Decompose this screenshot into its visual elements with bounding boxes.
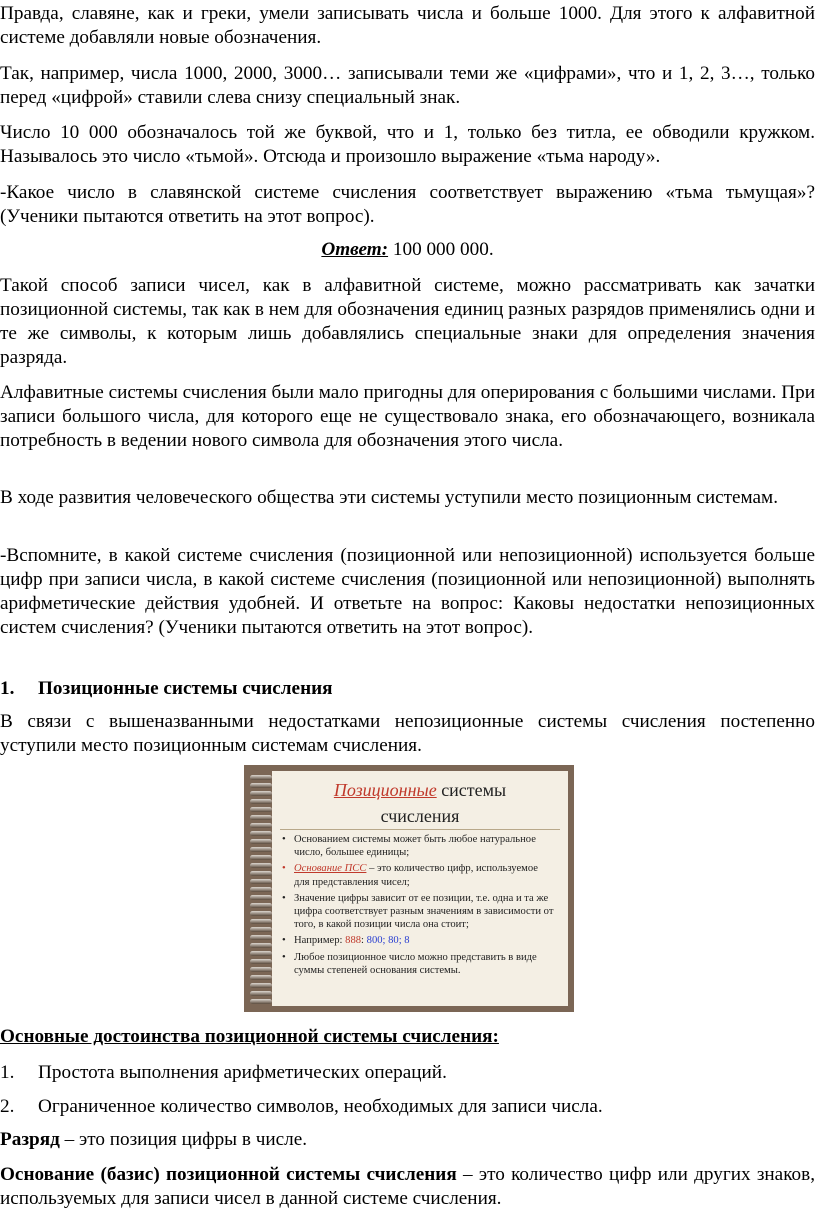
answer-label: Ответ: [321, 239, 389, 260]
answer-value: 100 000 000. [388, 239, 494, 260]
answer-line [0, 238, 815, 262]
section-number: 1. [0, 678, 15, 699]
slide-bullet: • Значение цифры зависит от ее позиции, т.е. одна и та же цифра соответствует разным значениям в зависимости от того, в какой позиции числа она стоит; [282, 892, 554, 931]
bullet-icon: • [282, 834, 286, 845]
paragraph-2: Так, например, числа 1000, 2000, 3000… записывали теми же «цифрами», что и 1, 2, 3…, только перед «цифрой» ставили слева снизу специальный знак. [0, 63, 815, 108]
slide-bullet: • Основание ПСС – это количество цифр, используемое для представления чисел; [282, 863, 538, 888]
slide-title-rest: системы [436, 780, 507, 800]
list-item: 1. Простота выполнения арифметических операций. [0, 1062, 447, 1083]
slide-title-highlight: Позиционные [333, 780, 437, 800]
section-heading [0, 677, 815, 701]
slide-bullet: • Основанием системы может быть любое натуральное число, большее единицы; [282, 834, 536, 859]
bullet-icon: • [282, 892, 286, 904]
paragraph-5: Такой способ записи чисел, как в алфавитной системе, можно рассматривать как зачатки позиционной системы, так как в нем для обозначения единиц разных разрядов применялись одни и те же символы, к которым лишь добавлялись специальные знаки для определения значения разряда. [0, 275, 815, 368]
bullet-icon: • [282, 935, 286, 947]
advantages-heading: Основные достоинства позиционной системы счисления: [0, 1026, 499, 1047]
bullet-icon: • [282, 863, 286, 875]
slide-divider [280, 829, 560, 830]
definition-term: Разряд [0, 1129, 60, 1150]
definition-rank: Разряд – это позиция цифры в числе. [0, 1129, 308, 1150]
paragraph-1: Правда, славяне, как и греки, умели записывать числа и больше 1000. Для этого к алфавитной системе добавляли новые обозначения. [0, 3, 815, 48]
slide-content [272, 771, 568, 1006]
paragraph-3: Число 10 000 обозначалось той же буквой, что и 1, только без титла, ее обводили кружком. Называлось это число «тьмой». Отсюда и произошло выражение «тьма народу». [0, 122, 815, 167]
definition-base: Основание (базис) позиционной системы счисления – это количество цифр или других знаков, используемых для записи чисел в данной системе счисления. [0, 1164, 815, 1209]
paragraph-8: -Вспомните, в какой системе счисления (позиционной или непозиционной) используется больше цифр при записи числа, в какой системе счисления (позиционной или непозиционной) выполнять арифметические действия удобней. И ответьте на вопрос: Каковы недостатки непозиционных систем счисления? (Ученики пытаются ответить на этот вопрос). [0, 545, 815, 638]
slide-bullet: • Любое позиционное число можно представить в виде суммы степеней основания системы. [282, 951, 537, 976]
slide-bullet-list [282, 833, 556, 980]
paragraph-7: В ходе развития человеческого общества эти системы уступили место позиционным системам. [0, 487, 779, 508]
slide-title [272, 777, 568, 829]
paragraph-9: В связи с вышеназванными недостатками непозиционные системы счисления постепенно уступили место позиционным системам счисления. [0, 711, 815, 756]
section-title: Позиционные системы счисления [38, 678, 333, 699]
paragraph-4: -Какое число в славянской системе счисления соответствует выражению «тьма тьмущая»? (Ученики пытаются ответить на этот вопрос). [0, 182, 815, 227]
slide-image [244, 765, 574, 1012]
slide-title-line2: счисления [380, 806, 460, 826]
bullet-icon: • [282, 951, 286, 963]
notebook-rings [250, 775, 272, 1007]
slide-bullet: • Например: 888: 800; 80; 8 [282, 935, 410, 947]
definition-term: Основание (базис) позиционной системы счисления [0, 1164, 457, 1185]
paragraph-6: Алфавитные системы счисления были мало пригодны для оперирования с большими числами. При записи большого числа, для которого еще не существовало знака, его обозначающего, возникала потребность в ведении нового символа для обозначения этого числа. [0, 382, 815, 451]
list-item: 2. Ограниченное количество символов, необходимых для записи числа. [0, 1096, 603, 1117]
